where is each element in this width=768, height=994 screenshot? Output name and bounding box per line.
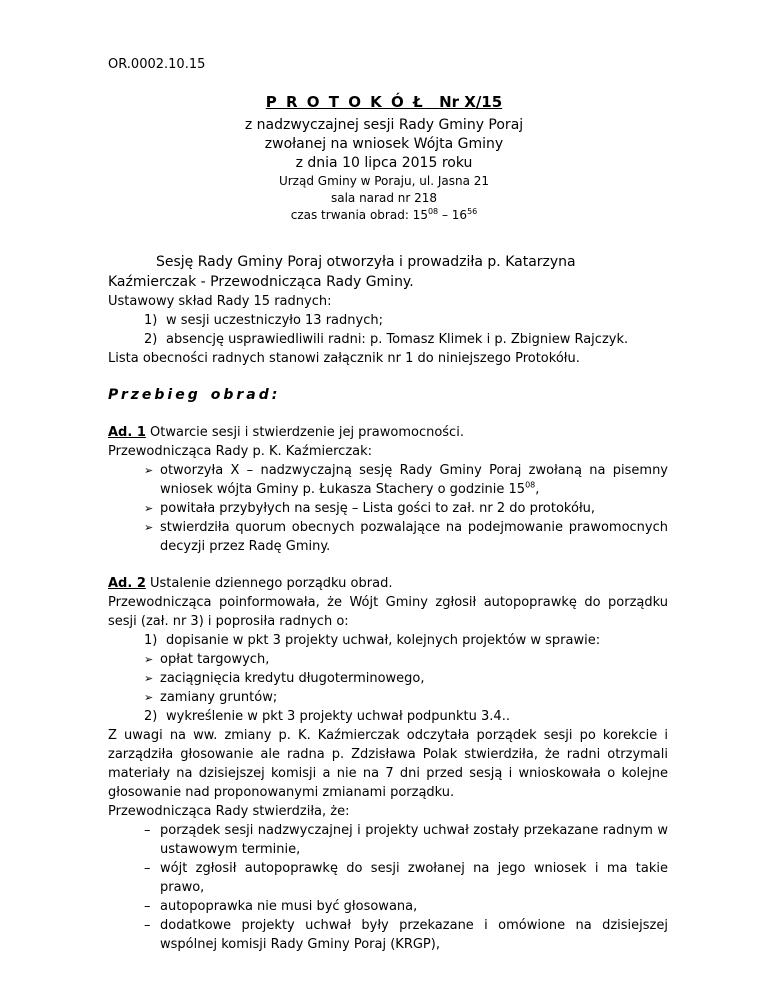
agenda-item-1-heading: Ad. 1 Otwarcie sesji i stwierdzenie jej prawomocności. xyxy=(108,425,464,440)
header-line-date: z dnia 10 lipca 2015 roku xyxy=(295,155,473,171)
list-item: – wójt zgłosił autopoprawkę do sesji zwołanej na jego wniosek i ma takie prawo, xyxy=(144,861,668,895)
document-reference: OR.0002.10.15 xyxy=(108,57,206,72)
arrow-bullet-icon: ➢ xyxy=(144,464,154,477)
arrow-bullet-icon: ➢ xyxy=(144,691,154,704)
list-item: ➢ otworzyła X – nadzwyczajną sesję Rady Gminy Poraj zwołaną na pisemny wniosek wójta Gminy p. Łukasza Stachery o godzinie $15^{08}$, xyxy=(144,463,668,497)
list-item: ➢ zaciągnięcia kredytu długoterminowego, xyxy=(144,671,425,686)
header-duration: czas trwania obrad: $15^{08} - 16^{56}$ xyxy=(290,207,478,222)
list-item: 1) dopisanie w pkt 3 projekty uchwał, kolejnych projektów w sprawie: xyxy=(144,633,601,648)
header-line-session: z nadzwyczajnej sesji Rady Gminy Poraj xyxy=(244,117,524,133)
list-item: ➢ opłat targowych, xyxy=(144,652,270,667)
arrow-bullet-icon: ➢ xyxy=(144,672,154,685)
section-heading-przebieg: Przebieg obrad: xyxy=(108,387,281,403)
list-item: ➢ zamiany gruntów; xyxy=(144,690,278,705)
document-title: P R O T O K Ó Ł Nr X/15 xyxy=(265,93,503,111)
list-item: ➢ powitała przybyłych na sesję – Lista gości to zał. nr 2 do protokółu, xyxy=(144,501,596,516)
arrow-bullet-icon: ➢ xyxy=(144,521,154,534)
opening-paragraph: Sesję Rady Gminy Poraj otworzyła i prowadziła p. Katarzyna Kaźmierczak - Przewodnicząca Rady Gminy. xyxy=(108,254,576,290)
council-composition: Ustawowy skład Rady 15 radnych: xyxy=(108,294,332,309)
list-item: 2) absencję usprawiedliwili radni: p. Tomasz Klimek i p. Zbigniew Rajczyk. xyxy=(144,332,629,347)
document-header xyxy=(108,93,660,224)
list-item: 1) w sesji uczestniczyło 13 radnych; xyxy=(144,313,383,328)
agenda-item-1-intro: Przewodnicząca Rady p. K. Kaźmierczak: xyxy=(108,444,373,459)
list-item: – autopoprawka nie musi być głosowana, xyxy=(144,899,418,914)
agenda-item-2-paragraph: Z uwagi na ww. zmiany p. K. Kaźmierczak odczytała porządek sesji po korekcie i zarządziła głosowanie ale radna p. Zdzisława Polak stwierdziła, że radni otrzymali materiały na dzisiejszej komisji a nie na 7 dni przed sesją i wnioskowała o kolejne głosowanie nad proponowanymi zmianami porządku. xyxy=(108,728,668,800)
document-body xyxy=(108,252,668,954)
list-item: – porządek sesji nadzwyczajnej i projekty uchwał zostały przekazane radnym w ustawowym terminie, xyxy=(144,823,668,857)
agenda-item-2-paragraph: Przewodnicząca Rady stwierdziła, że: xyxy=(108,804,350,819)
header-place: Urząd Gminy w Poraju, ul. Jasna 21 xyxy=(278,174,490,188)
attendance-note: Lista obecności radnych stanowi załącznik nr 1 do niniejszego Protokółu. xyxy=(108,351,580,366)
list-item: ➢ stwierdziła quorum obecnych pozwalające na podejmowanie prawomocnych decyzji przez Radę Gminy. xyxy=(144,520,668,554)
agenda-item-2-heading: Ad. 2 Ustalenie dziennego porządku obrad. xyxy=(108,576,393,591)
arrow-bullet-icon: ➢ xyxy=(144,653,154,666)
agenda-item-2-paragraph: Przewodnicząca poinformowała, że Wójt Gminy zgłosił autopoprawkę do porządku sesji (zał. nr 3) i poprosiła radnych o: xyxy=(108,595,668,629)
arrow-bullet-icon: ➢ xyxy=(144,502,154,515)
protocol-number: Nr X/15 xyxy=(439,93,503,111)
header-room: sala narad nr 218 xyxy=(330,191,438,205)
list-item: 2) wykreślenie w pkt 3 projekty uchwał podpunktu 3.4.. xyxy=(144,709,510,724)
header-line-convened: zwołanej na wniosek Wójta Gminy xyxy=(264,136,504,152)
list-item: – dodatkowe projekty uchwał były przekazane i omówione na dzisiejszej wspólnej komisji Rady Gminy Poraj (KRGP), xyxy=(144,918,668,952)
